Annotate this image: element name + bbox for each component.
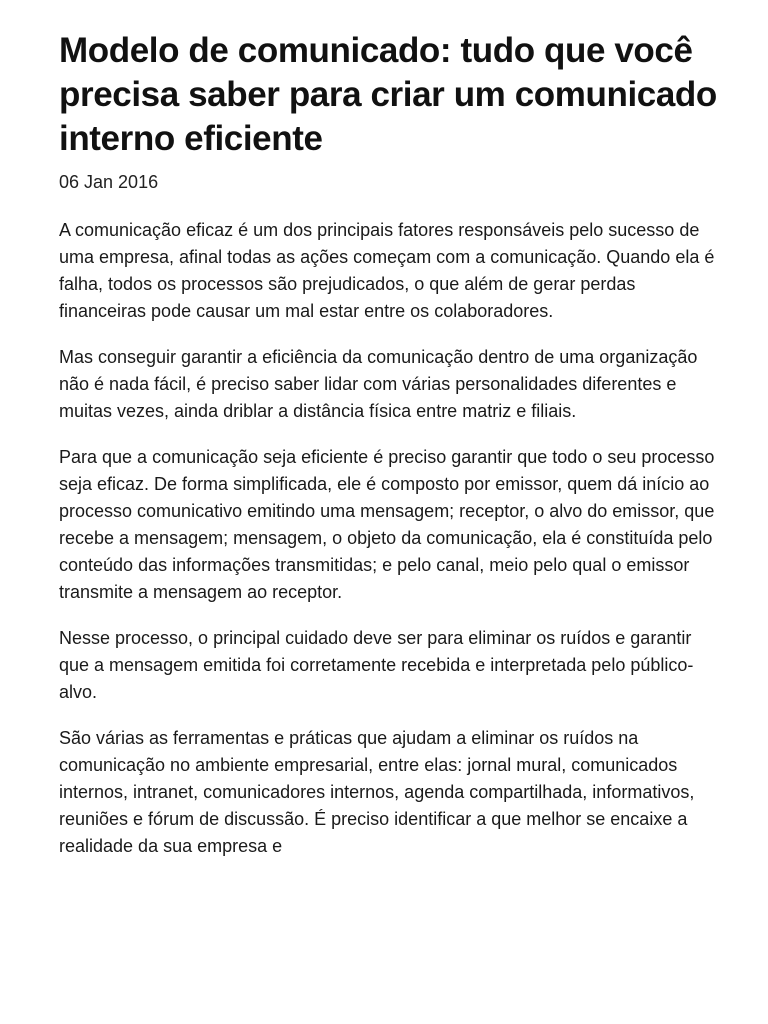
article-date: 06 Jan 2016 [59,172,159,192]
article-paragraph: A comunicação eficaz é um dos principais fatores responsáveis pelo sucesso de uma empresa, afinal todas as ações começam com a comunicação. Quando ela é falha, todos os processos são prejudicados, o que além de gerar perdas financeiras pode causar um mal estar entre os colaboradores. [59,220,715,321]
article-paragraph: Mas conseguir garantir a eficiência da comunicação dentro de uma organização não é nada fácil, é preciso saber lidar com várias personalidades diferentes e muitas vezes, ainda driblar a distância física entre matriz e filiais. [59,347,698,421]
article [59,0,719,977]
article-title: Modelo de comunicado: tudo que você precisa saber para criar um comunicado interno eficiente [59,31,717,158]
article-paragraph: São várias as ferramentas e práticas que ajudam a eliminar os ruídos na comunicação no ambiente empresarial, entre elas: jornal mural, comunicados internos, intranet, comunicadores internos, agenda compartilhada, informativos, reuniões e fórum de discussão. É preciso identificar a que melhor se encaixe a realidade da sua empresa e [59,728,695,856]
article-paragraph: Nesse processo, o principal cuidado deve ser para eliminar os ruídos e garantir que a mensagem emitida foi corretamente recebida e interpretada pelo público-alvo. [59,628,694,702]
article-body [59,217,719,977]
article-paragraph: Para que a comunicação seja eficiente é preciso garantir que todo o seu processo seja eficaz. De forma simplificada, ele é composto por emissor, quem dá início ao processo comunicativo emitindo uma mensagem; receptor, o alvo do emissor, que recebe a mensagem; mensagem, o objeto da comunicação, ela é constituída pelo conteúdo das informações transmitidas; e pelo canal, meio pelo qual o emissor transmite a mensagem ao receptor. [59,447,715,602]
